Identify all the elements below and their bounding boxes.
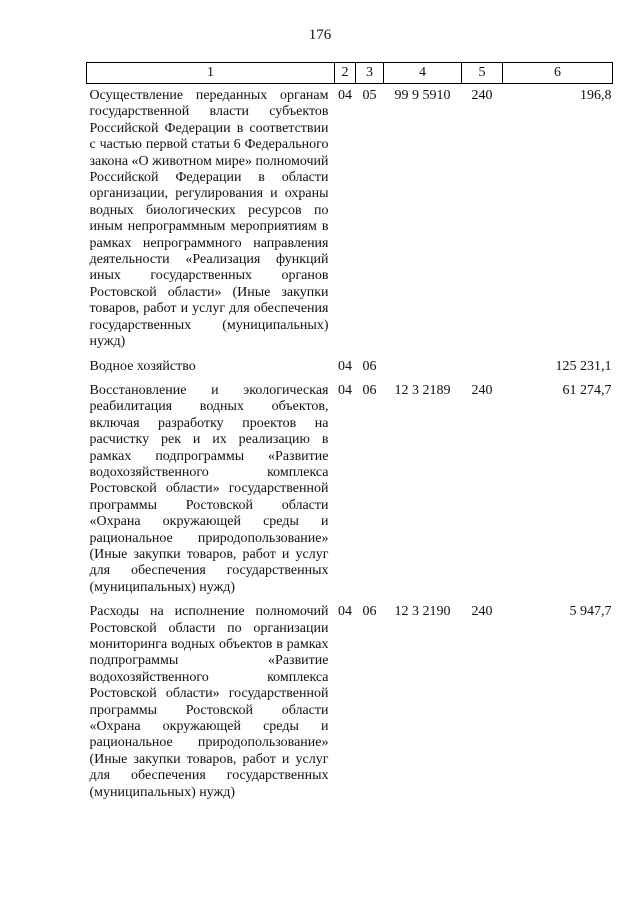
header-col-5: 5 bbox=[462, 63, 503, 84]
row-subsection: 06 bbox=[362, 604, 377, 620]
row-expense-type: 240 bbox=[471, 88, 493, 103]
row-subsection: 06 bbox=[362, 382, 377, 398]
header-col-6: 6 bbox=[503, 63, 613, 84]
row-section: 04 bbox=[338, 88, 352, 103]
row-amount: 125 231,1 bbox=[555, 358, 612, 374]
row-amount: 196,8 bbox=[580, 88, 612, 103]
row-subsection: 05 bbox=[362, 88, 377, 103]
row-description: Осуществление переданных органам государственной власти субъектов Российской Федерации в соответствии с частью первой статьи 6 Федерального закона «О животном мире» полномочий Российской Федерации в области организации, регулирования и охраны водных биологических ресурсов по иным непрограммным мероприятиям в рамках непрограммного направления деятельности «Реализация функций иных государственных органов Ростовской области» (Иные закупки товаров, работ и услуг для обеспечения государственных (муниципальных) нужд) bbox=[89, 88, 329, 350]
row-target-code: 12 3 2189 bbox=[394, 382, 451, 398]
table-row bbox=[87, 377, 613, 598]
header-col-3: 3 bbox=[356, 63, 384, 84]
row-section: 04 bbox=[338, 358, 352, 374]
row-expense-type: 240 bbox=[471, 604, 493, 620]
row-target-code bbox=[384, 353, 462, 377]
row-target-code: 99 9 5910 bbox=[394, 88, 451, 103]
row-amount: 61 274,7 bbox=[562, 382, 612, 398]
row-description: Восстановление и экологическая реабилитация водных объектов, включая разработку проектов на расчистку рек и их реализацию в рамках подпрограммы «Развитие водохозяйственного комплекса Ростовской области» государственной программы Ростовской области «Охрана окружающей среды и рациональное природопользование» (Иные закупки товаров, работ и услуг для обеспечения государственных (муниципальных) нужд) bbox=[89, 382, 329, 595]
header-col-4: 4 bbox=[384, 63, 462, 84]
page-number: 176 bbox=[308, 27, 332, 43]
row-section: 04 bbox=[338, 604, 352, 620]
table-row bbox=[87, 84, 613, 353]
row-target-code: 12 3 2190 bbox=[394, 604, 451, 620]
row-expense-type bbox=[462, 353, 503, 377]
row-description: Водное хозяйство bbox=[89, 358, 196, 374]
row-subsection: 06 bbox=[362, 358, 377, 374]
row-amount: 5 947,7 bbox=[569, 604, 612, 620]
header-col-2: 2 bbox=[335, 63, 356, 84]
table-row bbox=[87, 353, 613, 377]
budget-table bbox=[86, 62, 613, 803]
table-row bbox=[87, 598, 613, 803]
row-description: Расходы на исполнение полномочий Ростовской области по организации мониторинга водных объектов в рамках подпрограммы «Развитие водохозяйственного комплекса Ростовской области» государственной программы Ростовской области «Охрана окружающей среды и рациональное природопользование» (Иные закупки товаров, работ и услуг для обеспечения государственных (муниципальных) нужд) bbox=[89, 604, 329, 800]
row-section: 04 bbox=[338, 382, 352, 398]
header-col-1: 1 bbox=[87, 63, 335, 84]
row-expense-type: 240 bbox=[471, 382, 493, 398]
table-header-row bbox=[87, 63, 613, 84]
